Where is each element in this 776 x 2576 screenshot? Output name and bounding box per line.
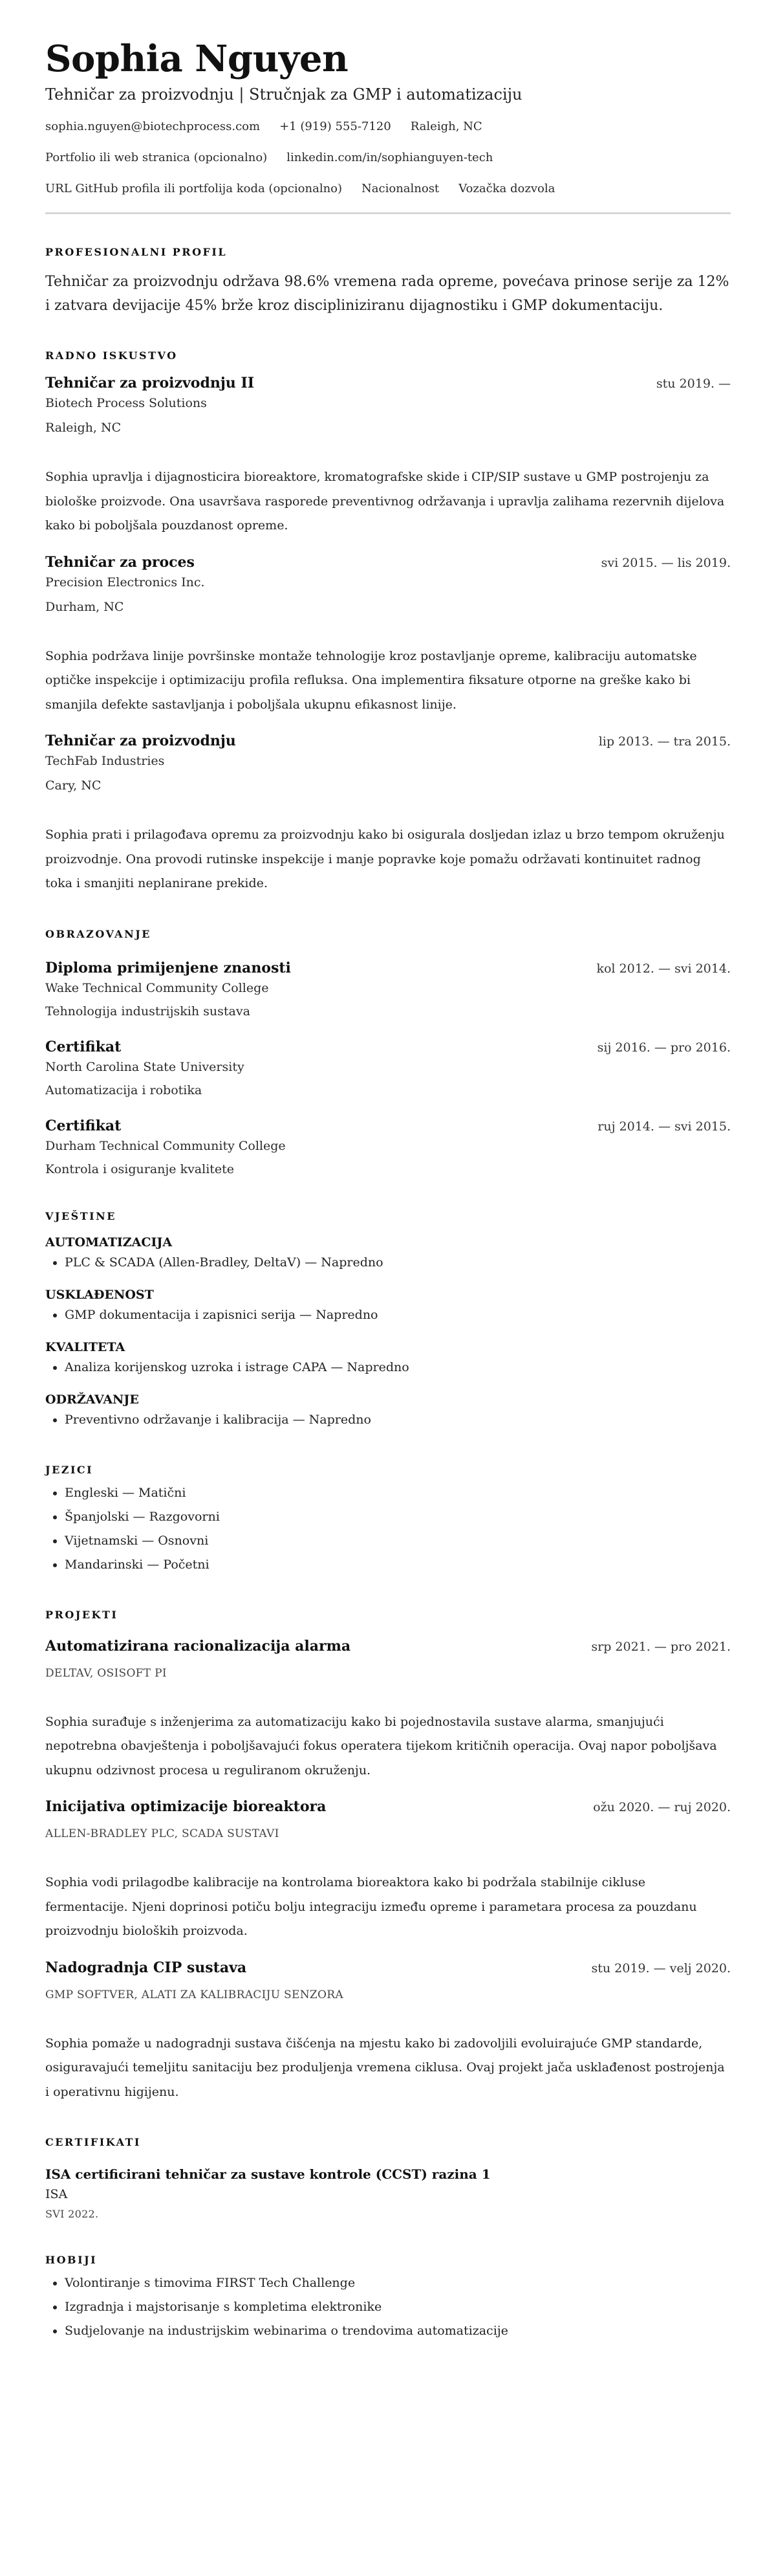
project-description: Sophia vodi prilagodbe kalibracije na kontrolama bioreaktora kako bi podržala stabilnije cikluse fermentacije. Njeni doprinosi potiču bolju integraciju između opreme i parametara procesa za pouzdanu proizvodnju bioloških proizvoda. xyxy=(45,1875,697,1938)
education-field: Tehnologija industrijskih sustava xyxy=(45,1004,250,1018)
job-company: Biotech Process Solutions xyxy=(45,396,207,410)
job-description: Sophia podržava linije površinske montaže tehnologije kroz postavljanje opreme, kalibraciju automatske optičke inspekcije i optimizaciju profila refluksa. Ona implementira fiksature otporne na greške kako bi smanjila defekte sastavljanja i poboljšala ukupnu efikasnost linije. xyxy=(45,648,697,712)
section-title-hobbies: HOBIJI xyxy=(45,2254,98,2266)
education-dates: kol 2012. — svi 2014. xyxy=(596,961,731,976)
education-entry xyxy=(45,958,731,1020)
contact-row-2 xyxy=(45,150,731,166)
section-hobbies xyxy=(45,2253,731,2343)
job-company: Precision Electronics Inc. xyxy=(45,575,205,589)
section-certifications xyxy=(45,2135,731,2222)
contact-portfolio[interactable]: Portfolio ili web stranica (opcionalno) xyxy=(45,151,268,164)
certification-entry xyxy=(45,2165,731,2222)
candidate-name: Sophia Nguyen xyxy=(45,38,349,80)
education-entry xyxy=(45,1116,731,1178)
header-divider xyxy=(45,212,731,214)
language-item: • Španjolski — Razgovorni xyxy=(65,1505,731,1529)
project-entry xyxy=(45,1797,731,1944)
project-technologies: GMP SOFTVER, ALATI ZA KALIBRACIJU SENZORA xyxy=(45,1988,343,2001)
education-institution: Durham Technical Community College xyxy=(45,1138,286,1153)
certification-issuer: ISA xyxy=(45,2187,68,2201)
job-description: Sophia upravlja i dijagnosticira bioreaktore, kromatografske skide i CIP/SIP sustave u GMP postrojenju za biološke proizvode. Ona usavršava rasporede preventivnog održavanja i upravlja zalihama rezervnih dijelova kako bi poboljšala pouzdanost opreme. xyxy=(45,470,725,533)
language-list xyxy=(45,1481,731,1577)
section-projects xyxy=(45,1608,731,2105)
skill-list xyxy=(45,1303,731,1327)
job-dates: svi 2015. — lis 2019. xyxy=(601,555,731,570)
section-skills xyxy=(45,1209,731,1432)
hobby-list xyxy=(45,2271,731,2343)
hobby-item: • Izgradnja i majstorisanje s kompletima elektronike xyxy=(65,2295,731,2319)
contact-nationality: Nacionalnost xyxy=(361,182,440,195)
section-experience xyxy=(45,349,731,896)
project-title: Inicijativa optimizacije bioreaktora xyxy=(45,1798,327,1815)
project-entry xyxy=(45,1636,731,1783)
certification-date: SVI 2022. xyxy=(45,2208,99,2220)
contact-github[interactable]: URL GitHub profila ili portfolija koda (opcionalno) xyxy=(45,182,343,195)
job-description: Sophia prati i prilagođava opremu za proizvodnju kako bi osigurala dosljedan izlaz u brzo tempom okruženju proizvodnje. Ona provodi rutinske inspekcije i manje popravke koje pomažu održavati kontinuitet radnog toka i smanjiti neplanirane prekide. xyxy=(45,828,725,890)
section-title-languages: JEZICI xyxy=(45,1463,94,1476)
job-location: Cary, NC xyxy=(45,778,102,793)
skill-category-title: AUTOMATIZACIJA xyxy=(45,1235,173,1249)
degree-title: Certifikat xyxy=(45,1038,122,1055)
hobby-item: • Sudjelovanje na industrijskim webinarima o trendovima automatizacije xyxy=(65,2319,731,2343)
contact-email[interactable]: sophia.nguyen@biotechprocess.com xyxy=(45,120,261,133)
skill-category xyxy=(45,1286,731,1327)
project-description: Sophia pomaže u nadogradnji sustava čišćenja na mjestu kako bi zadovoljili evoluirajuće GMP standarde, osiguravajući temeljitu sanitaciju bez produljenja vremena ciklusa. Ovaj projekt jača usklađenost postrojenja i operativnu higijenu. xyxy=(45,2036,725,2099)
education-dates: ruj 2014. — svi 2015. xyxy=(598,1119,731,1134)
job-location: Raleigh, NC xyxy=(45,421,122,435)
education-field: Kontrola i osiguranje kvalitete xyxy=(45,1161,235,1176)
experience-entry xyxy=(45,553,731,718)
section-education xyxy=(45,927,731,1178)
language-item: • Engleski — Matični xyxy=(65,1481,731,1505)
education-dates: sij 2016. — pro 2016. xyxy=(597,1040,731,1055)
skill-item: • PLC & SCADA (Allen-Bradley, DeltaV) — Napredno xyxy=(65,1251,731,1275)
skill-category xyxy=(45,1339,731,1380)
section-title-skills: VJEŠTINE xyxy=(45,1209,116,1222)
job-title: Tehničar za proizvodnju II xyxy=(45,375,255,391)
section-title-education: OBRAZOVANJE xyxy=(45,927,151,940)
degree-title: Diploma primijenjene znanosti xyxy=(45,959,291,976)
education-entry xyxy=(45,1037,731,1099)
job-location: Durham, NC xyxy=(45,599,124,614)
section-profile xyxy=(45,245,731,318)
contact-location: Raleigh, NC xyxy=(410,120,482,133)
education-institution: North Carolina State University xyxy=(45,1059,244,1074)
skill-list xyxy=(45,1251,731,1275)
skill-item: • Analiza korijenskog uzroka i istrage CAPA — Napredno xyxy=(65,1356,731,1380)
job-title: Tehničar za proizvodnju xyxy=(45,732,236,749)
project-description: Sophia surađuje s inženjerima za automatizaciju kako bi pojednostavila sustave alarma, smanjujući nepotrebna obavještenja i poboljšavajući fokus operatera tijekom kritičnih operacija. Ovaj napor poboljšava ukupnu odzivnost procesa u reguliranom okruženju. xyxy=(45,1714,717,1778)
skill-category-title: KVALITETA xyxy=(45,1339,125,1354)
project-dates: srp 2021. — pro 2021. xyxy=(591,1639,731,1654)
project-dates: stu 2019. — velj 2020. xyxy=(591,1961,731,1976)
skill-category xyxy=(45,1391,731,1432)
project-entry xyxy=(45,1958,731,2105)
job-title: Tehničar za proces xyxy=(45,553,195,571)
language-item: • Vijetnamski — Osnovni xyxy=(65,1529,731,1553)
job-company: TechFab Industries xyxy=(45,754,165,768)
contact-linkedin[interactable]: linkedin.com/in/sophianguyen-tech xyxy=(286,151,493,164)
contact-row-3 xyxy=(45,181,731,197)
project-technologies: DELTAV, OSISOFT PI xyxy=(45,1666,167,1680)
job-dates: lip 2013. — tra 2015. xyxy=(598,734,731,749)
contact-drivers-license: Vozačka dozvola xyxy=(458,182,555,195)
skill-list xyxy=(45,1408,731,1432)
skill-category-title: ODRŽAVANJE xyxy=(45,1392,139,1407)
section-languages xyxy=(45,1463,731,1577)
skill-item: • GMP dokumentacija i zapisnici serija — Napredno xyxy=(65,1303,731,1327)
certification-name: ISA certificirani tehničar za sustave kontrole (CCST) razina 1 xyxy=(45,2166,491,2182)
section-title-profile: PROFESIONALNI PROFIL xyxy=(45,246,228,258)
language-item: • Mandarinski — Početni xyxy=(65,1553,731,1577)
job-dates: stu 2019. — xyxy=(656,377,731,391)
profile-summary: Tehničar za proizvodnju održava 98.6% vremena rada opreme, povećava prinose serije za 12% i zatvara devijacije 45% brže kroz discipliniziranu dijagnostiku i GMP dokumentaciju. xyxy=(45,274,729,314)
degree-title: Certifikat xyxy=(45,1117,122,1134)
project-dates: ožu 2020. — ruj 2020. xyxy=(593,1800,731,1814)
section-title-certifications: CERTIFIKATI xyxy=(45,2136,141,2148)
section-title-projects: PROJEKTI xyxy=(45,1608,118,1621)
skill-list xyxy=(45,1356,731,1380)
contact-row-1 xyxy=(45,119,731,135)
candidate-headline: Tehničar za proizvodnju | Stručnjak za GMP i automatizaciju xyxy=(45,85,523,104)
education-institution: Wake Technical Community College xyxy=(45,980,269,995)
skill-category xyxy=(45,1234,731,1275)
resume-header xyxy=(45,38,731,214)
education-field: Automatizacija i robotika xyxy=(45,1083,202,1097)
contact-phone[interactable]: +1 (919) 555-7120 xyxy=(279,120,391,133)
skill-item: • Preventivno održavanje i kalibracija — Napredno xyxy=(65,1408,731,1432)
section-title-experience: RADNO ISKUSTVO xyxy=(45,349,178,362)
hobby-item: • Volontiranje s timovima FIRST Tech Challenge xyxy=(65,2271,731,2295)
project-title: Nadogradnja CIP sustava xyxy=(45,1959,247,1976)
skill-category-title: USKLAĐENOST xyxy=(45,1287,154,1302)
experience-entry xyxy=(45,731,731,896)
project-technologies: ALLEN-BRADLEY PLC, SCADA SUSTAVI xyxy=(45,1827,279,1840)
project-title: Automatizirana racionalizacija alarma xyxy=(45,1637,351,1655)
experience-entry xyxy=(45,373,731,538)
